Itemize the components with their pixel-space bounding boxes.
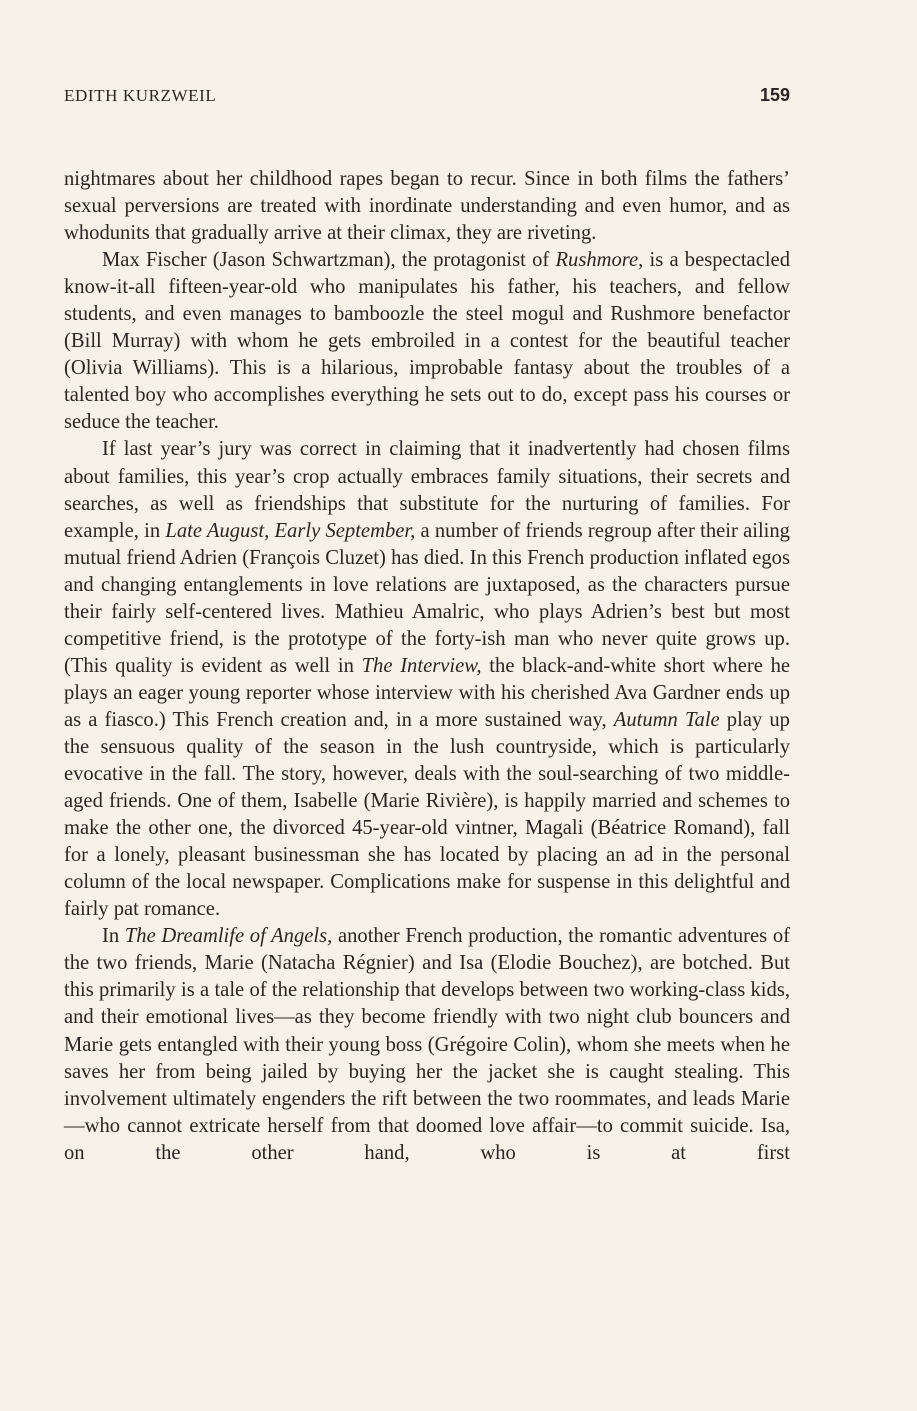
film-title-dreamlife-of-angels: The Dreamlife of Angels, [124,925,333,948]
text-span: a number of friends regroup after their ailing mutual friend Adrien (François Cluzet) has died. In this French production inflated egos and changing entanglements in love relations are juxtaposed, as the characters pursue their fairly self-centered lives. Mathieu Amalric, who plays Adrien’s best but most competitive friend, is the prototype of the forty-ish man who never quite grows up. (This quality is evident as well in [64,519,790,677]
film-title-rushmore: Rushmore, [555,249,644,272]
paragraph-3 [64,436,790,923]
text-span: If last year’s jury was correct in claiming that it inadvertently had chosen films about families, this year’s crop actually embraces family situations, their secrets and searches, as well as friendships that substitute for the nurturing of families. For example, in [64,438,790,542]
running-head-author: EDITH KURZWEIL [64,86,217,105]
body-text [64,166,790,1167]
text-span: Max Fischer (Jason Schwartzman), the protagonist of [102,249,556,272]
text-span: the black-and-white short where he plays an eager young reporter whose interview with his cherished Ava Gardner ends up as a fiasco.) This French creation and, in a more sustained way, [64,654,791,731]
text-span: In [102,925,125,948]
paragraph-4 [64,923,790,1166]
film-title-autumn-tale: Autumn Tale [613,708,720,731]
paragraph-2 [64,247,790,436]
text-span: another French production, the romantic adventures of the two friends, Marie (Natacha Régnier) and Isa (Elodie Bouchez), are botched. But this primarily is a tale of the relationship that develops between two working-class kids, and their emotional lives—as they become friendly with two night club bouncers and Marie gets entangled with their young boss (Grégoire Colin), whom she meets when he saves her from being jailed by buying her the jacket she is caught stealing. This involvement ultimately engenders the rift between the two roommates, and leads Marie—who cannot extricate herself from that doomed love affair—to commit suicide. Isa, on the other hand, who is at first [64,925,790,1164]
page-number: 159 [759,85,790,105]
paragraph-1 [64,166,790,247]
text-span: play up the sensuous quality of the season in the lush countryside, which is particularly evocative in the fall. The story, however, deals with the soul-searching of two middle-aged friends. One of them, Isabelle (Marie Rivière), is happily married and schemes to make the other one, the divorced 45-year-old vintner, Magali (Béatrice Romand), fall for a lonely, pleasant businessman she has located by placing an ad in the personal column of the local newspaper. Complications make for suspense in this delightful and fairly pat romance. [64,708,790,921]
text-span: nightmares about her childhood rapes began to recur. Since in both films the fathers’ sexual perversions are treated with inordinate understanding and even humor, and as whodunits that gradually arrive at their climax, they are riveting. [64,168,790,245]
text-span: is a bespectacled know-it-all fifteen-year-old who manipulates his father, his teachers, and fellow students, and even manages to bamboozle the steel mogul and Rushmore benefactor (Bill Murray) with whom he gets embroiled in a contest for the beautiful teacher (Olivia Williams). This is a hilarious, improbable fantasy about the troubles of a talented boy who accomplishes everything he sets out to do, except pass his courses or seduce the teacher. [64,249,790,434]
film-title-the-interview: The Interview, [361,654,482,677]
running-head [64,86,790,110]
film-title-late-august: Late August, Early September, [165,519,416,542]
